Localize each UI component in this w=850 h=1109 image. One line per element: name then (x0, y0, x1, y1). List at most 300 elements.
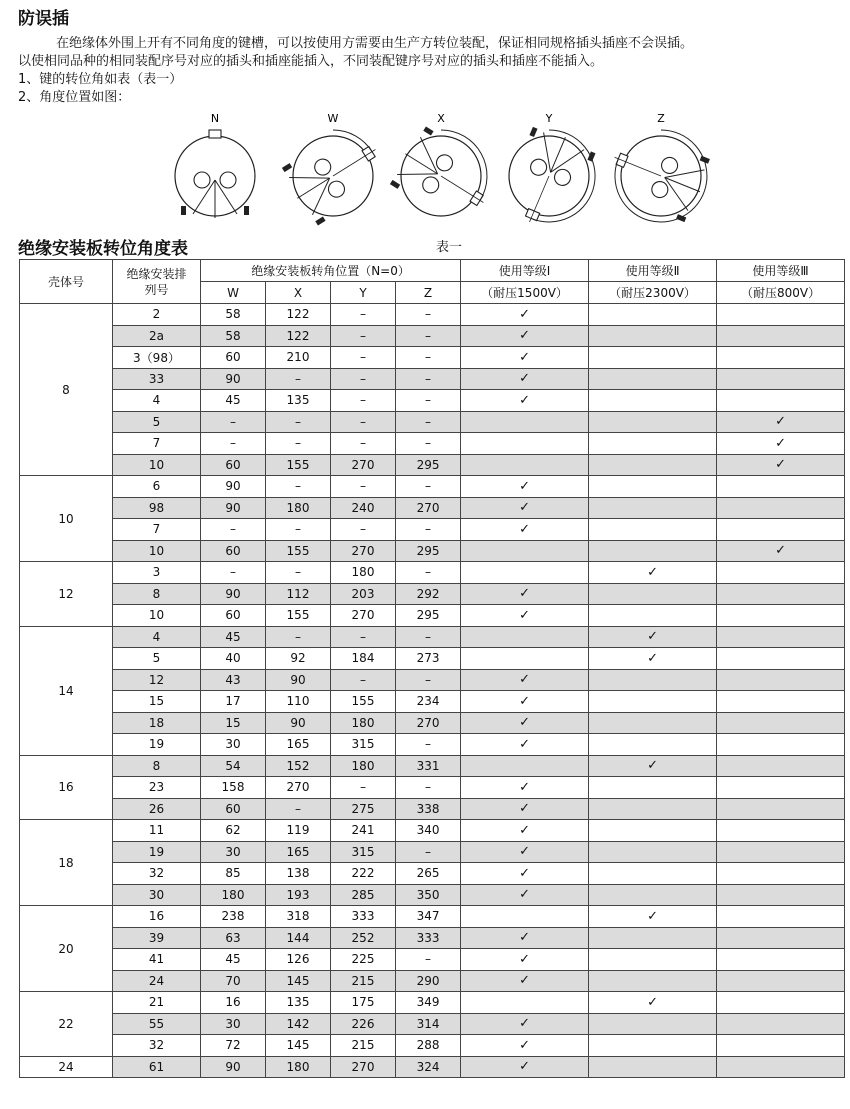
check-icon: ✓ (519, 930, 530, 946)
grade1-cell (461, 734, 589, 756)
grade3-cell (717, 476, 845, 498)
grade3-cell (717, 1013, 845, 1035)
shell-size-cell: 24 (20, 1056, 113, 1078)
grade2-cell (589, 863, 717, 885)
angle-y-cell: 155 (331, 691, 396, 713)
header-grade2: 使用等级Ⅱ (589, 260, 717, 282)
angle-x-cell: 144 (266, 927, 331, 949)
grade1-cell (461, 1056, 589, 1078)
check-icon: ✓ (647, 994, 658, 1010)
grade1-cell (461, 691, 589, 713)
shell-size-cell: 8 (20, 304, 113, 476)
table-row (20, 648, 845, 670)
header-z: Z (396, 282, 461, 304)
diagram-drawing (494, 112, 604, 230)
angle-z-cell: – (396, 949, 461, 971)
table-row (20, 1013, 845, 1035)
angle-y-cell: – (331, 347, 396, 369)
sequence-cell: 19 (113, 841, 201, 863)
grade2-cell (589, 970, 717, 992)
angle-y-cell: – (331, 325, 396, 347)
check-icon: ✓ (519, 887, 530, 903)
grade3-cell (717, 304, 845, 326)
sequence-cell: 11 (113, 820, 201, 842)
grade1-cell (461, 626, 589, 648)
angle-z-cell: 338 (396, 798, 461, 820)
table-row (20, 304, 845, 326)
grade3-cell (717, 669, 845, 691)
table-row (20, 712, 845, 734)
intro-paragraph-2: 以使相同品种的相同装配序号对应的插头和插座能插入，不同装配键序号对应的插头和插座不能插入。 (18, 54, 604, 69)
diagram-label: X (437, 112, 445, 125)
table-row (20, 777, 845, 799)
diagram-drawing (160, 112, 270, 230)
angle-w-cell: 62 (201, 820, 266, 842)
grade2-cell (589, 669, 717, 691)
angle-x-cell: 122 (266, 304, 331, 326)
angle-x-cell: 318 (266, 906, 331, 928)
angle-x-cell: 193 (266, 884, 331, 906)
sequence-cell: 2 (113, 304, 201, 326)
angle-w-cell: 90 (201, 497, 266, 519)
page-heading: 防误插 (18, 9, 69, 29)
check-icon: ✓ (519, 865, 530, 881)
header-shell: 壳体号 (20, 260, 113, 304)
sequence-cell: 19 (113, 734, 201, 756)
angle-x-cell: 210 (266, 347, 331, 369)
angle-y-cell: 203 (331, 583, 396, 605)
check-icon: ✓ (519, 973, 530, 989)
angle-y-cell: 241 (331, 820, 396, 842)
header-grade1: 使用等级Ⅰ (461, 260, 589, 282)
angle-w-cell: 90 (201, 1056, 266, 1078)
angle-w-cell: 90 (201, 583, 266, 605)
grade3-cell (717, 390, 845, 412)
table-row (20, 368, 845, 390)
header-grade1-voltage: （耐压1500V） (461, 282, 589, 304)
angle-x-cell: 142 (266, 1013, 331, 1035)
angle-x-cell: 122 (266, 325, 331, 347)
sequence-cell: 26 (113, 798, 201, 820)
angle-y-cell: 270 (331, 1056, 396, 1078)
angle-y-cell: – (331, 626, 396, 648)
header-sequence (113, 260, 201, 304)
grade1-cell (461, 519, 589, 541)
sequence-cell: 15 (113, 691, 201, 713)
grade1-cell (461, 884, 589, 906)
angle-w-cell: 58 (201, 304, 266, 326)
grade2-cell (589, 325, 717, 347)
grade1-cell (461, 1035, 589, 1057)
angle-z-cell: – (396, 433, 461, 455)
check-icon: ✓ (519, 779, 530, 795)
grade2-cell (589, 304, 717, 326)
grade1-cell (461, 863, 589, 885)
grade2-cell (589, 734, 717, 756)
grade2-cell (589, 626, 717, 648)
grade1-cell (461, 325, 589, 347)
shell-size-cell: 18 (20, 820, 113, 906)
angle-z-cell: – (396, 476, 461, 498)
grade2-cell (589, 798, 717, 820)
grade1-cell (461, 304, 589, 326)
table-row (20, 884, 845, 906)
angle-x-cell: – (266, 562, 331, 584)
check-icon: ✓ (519, 586, 530, 602)
angle-z-cell: – (396, 734, 461, 756)
sequence-cell: 3（98） (113, 347, 201, 369)
grade3-cell (717, 992, 845, 1014)
table-row (20, 927, 845, 949)
angle-y-cell: 215 (331, 970, 396, 992)
grade2-cell (589, 476, 717, 498)
grade1-cell (461, 347, 589, 369)
shell-size-cell: 22 (20, 992, 113, 1057)
grade3-cell (717, 347, 845, 369)
diagram-drawing (278, 112, 388, 230)
table-row (20, 755, 845, 777)
diagram-label: Y (545, 112, 553, 125)
sequence-cell: 3 (113, 562, 201, 584)
angle-z-cell: 331 (396, 755, 461, 777)
angle-w-cell: 90 (201, 476, 266, 498)
grade2-cell (589, 390, 717, 412)
angle-w-cell: 70 (201, 970, 266, 992)
grade3-cell (717, 927, 845, 949)
grade3-cell (717, 712, 845, 734)
sequence-cell: 10 (113, 454, 201, 476)
angle-w-cell: 63 (201, 927, 266, 949)
grade2-cell (589, 648, 717, 670)
shell-size-cell: 20 (20, 906, 113, 992)
table-row (20, 411, 845, 433)
sequence-cell: 23 (113, 777, 201, 799)
grade2-cell (589, 777, 717, 799)
angle-y-cell: 270 (331, 540, 396, 562)
grade3-cell (717, 368, 845, 390)
angle-x-cell: – (266, 368, 331, 390)
angle-y-cell: 180 (331, 712, 396, 734)
angle-w-cell: 16 (201, 992, 266, 1014)
angle-z-cell: – (396, 347, 461, 369)
angle-x-cell: 90 (266, 712, 331, 734)
angle-z-cell: 324 (396, 1056, 461, 1078)
grade3-cell (717, 863, 845, 885)
grade3-cell (717, 1035, 845, 1057)
angle-y-cell: – (331, 411, 396, 433)
sequence-cell: 55 (113, 1013, 201, 1035)
angle-x-cell: 165 (266, 841, 331, 863)
grade2-cell (589, 454, 717, 476)
angle-w-cell: 45 (201, 949, 266, 971)
table-row (20, 949, 845, 971)
grade3-cell (717, 841, 845, 863)
grade1-cell (461, 755, 589, 777)
check-icon: ✓ (775, 543, 786, 559)
header-x: X (266, 282, 331, 304)
grade2-cell (589, 691, 717, 713)
table-row (20, 992, 845, 1014)
angle-y-cell: 270 (331, 454, 396, 476)
sequence-cell: 32 (113, 863, 201, 885)
grade3-cell (717, 970, 845, 992)
grade1-cell (461, 841, 589, 863)
angle-y-cell: 226 (331, 1013, 396, 1035)
angle-z-cell: 349 (396, 992, 461, 1014)
angle-y-cell: 240 (331, 497, 396, 519)
angle-w-cell: 158 (201, 777, 266, 799)
angle-w-cell: – (201, 433, 266, 455)
shell-size-cell: 14 (20, 626, 113, 755)
grade3-cell (717, 755, 845, 777)
grade1-cell (461, 562, 589, 584)
check-icon: ✓ (519, 478, 530, 494)
angle-w-cell: – (201, 562, 266, 584)
grade1-cell (461, 605, 589, 627)
table-row (20, 691, 845, 713)
grade1-cell (461, 433, 589, 455)
check-icon: ✓ (519, 500, 530, 516)
table-row (20, 347, 845, 369)
grade3-cell (717, 519, 845, 541)
table-row (20, 605, 845, 627)
angle-y-cell: 222 (331, 863, 396, 885)
angle-x-cell: – (266, 476, 331, 498)
angle-z-cell: 273 (396, 648, 461, 670)
table-row (20, 325, 845, 347)
angle-y-cell: – (331, 368, 396, 390)
angle-x-cell: – (266, 433, 331, 455)
sequence-cell: 16 (113, 906, 201, 928)
diagram-n (160, 112, 270, 230)
grade1-cell (461, 540, 589, 562)
grade2-cell (589, 712, 717, 734)
check-icon: ✓ (519, 1016, 530, 1032)
check-icon: ✓ (647, 908, 658, 924)
table-row (20, 454, 845, 476)
angle-z-cell: – (396, 368, 461, 390)
grade2-cell (589, 519, 717, 541)
table-row (20, 390, 845, 412)
sequence-cell: 5 (113, 411, 201, 433)
angle-x-cell: 180 (266, 497, 331, 519)
grade3-cell (717, 884, 845, 906)
sequence-cell: 98 (113, 497, 201, 519)
angle-x-cell: 165 (266, 734, 331, 756)
angle-w-cell: 60 (201, 347, 266, 369)
check-icon: ✓ (519, 306, 530, 322)
grade2-cell (589, 368, 717, 390)
diagram-label: Z (657, 112, 665, 125)
grade2-cell (589, 884, 717, 906)
grade3-cell (717, 820, 845, 842)
grade1-cell (461, 906, 589, 928)
grade2-cell (589, 605, 717, 627)
check-icon: ✓ (519, 693, 530, 709)
sequence-cell: 30 (113, 884, 201, 906)
sequence-cell: 10 (113, 540, 201, 562)
angle-x-cell: 135 (266, 992, 331, 1014)
angle-y-cell: 333 (331, 906, 396, 928)
angle-z-cell: – (396, 626, 461, 648)
grade2-cell (589, 1013, 717, 1035)
sequence-cell: 12 (113, 669, 201, 691)
angle-z-cell: – (396, 411, 461, 433)
grade3-cell (717, 949, 845, 971)
angle-x-cell: 126 (266, 949, 331, 971)
table-row (20, 863, 845, 885)
angle-z-cell: 347 (396, 906, 461, 928)
diagram-w (278, 112, 388, 230)
table-row (20, 906, 845, 928)
angle-x-cell: 155 (266, 540, 331, 562)
angle-y-cell: – (331, 519, 396, 541)
table-row (20, 497, 845, 519)
grade1-cell (461, 648, 589, 670)
grade1-cell (461, 669, 589, 691)
angle-w-cell: 238 (201, 906, 266, 928)
grade3-cell (717, 433, 845, 455)
header-w: W (201, 282, 266, 304)
sequence-cell: 41 (113, 949, 201, 971)
angle-x-cell: 90 (266, 669, 331, 691)
angle-x-cell: 155 (266, 454, 331, 476)
angle-w-cell: 45 (201, 390, 266, 412)
angle-w-cell: 30 (201, 841, 266, 863)
grade1-cell (461, 1013, 589, 1035)
table-row (20, 583, 845, 605)
sequence-cell: 4 (113, 390, 201, 412)
angle-w-cell: 45 (201, 626, 266, 648)
check-icon: ✓ (519, 521, 530, 537)
grade1-cell (461, 497, 589, 519)
check-icon: ✓ (519, 392, 530, 408)
table-row (20, 433, 845, 455)
check-icon: ✓ (519, 371, 530, 387)
grade3-cell (717, 777, 845, 799)
grade1-cell (461, 777, 589, 799)
angle-y-cell: 180 (331, 562, 396, 584)
angle-w-cell: – (201, 411, 266, 433)
angle-z-cell: – (396, 777, 461, 799)
angle-y-cell: – (331, 433, 396, 455)
sequence-cell: 8 (113, 583, 201, 605)
check-icon: ✓ (775, 457, 786, 473)
angle-z-cell: 290 (396, 970, 461, 992)
diagram-drawing (386, 112, 496, 230)
table-row (20, 540, 845, 562)
grade3-cell (717, 626, 845, 648)
table-caption: 表一 (436, 240, 463, 255)
grade2-cell (589, 906, 717, 928)
grade2-cell (589, 540, 717, 562)
sequence-cell: 4 (113, 626, 201, 648)
angle-y-cell: 285 (331, 884, 396, 906)
header-sequence-line1: 绝缘安装排 (126, 266, 187, 281)
diagram-z (606, 112, 716, 230)
angle-z-cell: 295 (396, 605, 461, 627)
grade2-cell (589, 433, 717, 455)
grade2-cell (589, 992, 717, 1014)
angle-y-cell: 315 (331, 734, 396, 756)
grade2-cell (589, 949, 717, 971)
sequence-cell: 8 (113, 755, 201, 777)
angle-z-cell: – (396, 390, 461, 412)
grade1-cell (461, 970, 589, 992)
check-icon: ✓ (519, 822, 530, 838)
table-row (20, 1056, 845, 1078)
angle-w-cell: 60 (201, 540, 266, 562)
check-icon: ✓ (519, 715, 530, 731)
angle-z-cell: 340 (396, 820, 461, 842)
table-row (20, 669, 845, 691)
grade2-cell (589, 755, 717, 777)
sequence-cell: 2a (113, 325, 201, 347)
angle-w-cell: 85 (201, 863, 266, 885)
diagram-x (386, 112, 496, 230)
table-row (20, 734, 845, 756)
grade1-cell (461, 949, 589, 971)
angle-w-cell: 72 (201, 1035, 266, 1057)
sequence-cell: 6 (113, 476, 201, 498)
grade3-cell (717, 691, 845, 713)
angle-w-cell: 54 (201, 755, 266, 777)
angle-x-cell: 145 (266, 1035, 331, 1057)
angle-y-cell: 275 (331, 798, 396, 820)
grade1-cell (461, 368, 589, 390)
header-angle-group: 绝缘安装板转角位置（N=0） (201, 260, 461, 282)
check-icon: ✓ (647, 564, 658, 580)
angle-y-cell: – (331, 669, 396, 691)
angle-w-cell: 15 (201, 712, 266, 734)
angle-z-cell: 288 (396, 1035, 461, 1057)
check-icon: ✓ (519, 349, 530, 365)
angle-w-cell: 60 (201, 798, 266, 820)
check-icon: ✓ (519, 672, 530, 688)
angle-y-cell: 315 (331, 841, 396, 863)
angle-z-cell: – (396, 325, 461, 347)
check-icon: ✓ (519, 1059, 530, 1075)
angle-z-cell: 234 (396, 691, 461, 713)
check-icon: ✓ (519, 801, 530, 817)
grade1-cell (461, 476, 589, 498)
angle-z-cell: – (396, 562, 461, 584)
check-icon: ✓ (775, 435, 786, 451)
angle-z-cell: 292 (396, 583, 461, 605)
angle-x-cell: 110 (266, 691, 331, 713)
header-y: Y (331, 282, 396, 304)
angle-y-cell: – (331, 390, 396, 412)
angle-w-cell: 90 (201, 368, 266, 390)
angle-w-cell: 180 (201, 884, 266, 906)
angle-x-cell: 180 (266, 1056, 331, 1078)
grade3-cell (717, 325, 845, 347)
angle-z-cell: – (396, 669, 461, 691)
grade1-cell (461, 583, 589, 605)
angle-z-cell: – (396, 519, 461, 541)
shell-size-cell: 10 (20, 476, 113, 562)
angle-z-cell: – (396, 304, 461, 326)
angle-z-cell: 314 (396, 1013, 461, 1035)
angle-x-cell: 138 (266, 863, 331, 885)
check-icon: ✓ (519, 328, 530, 344)
list-item-1: 1、键的转位角如表（表一） (18, 72, 183, 87)
angle-y-cell: 215 (331, 1035, 396, 1057)
check-icon: ✓ (519, 1037, 530, 1053)
grade1-cell (461, 820, 589, 842)
grade2-cell (589, 583, 717, 605)
grade1-cell (461, 927, 589, 949)
